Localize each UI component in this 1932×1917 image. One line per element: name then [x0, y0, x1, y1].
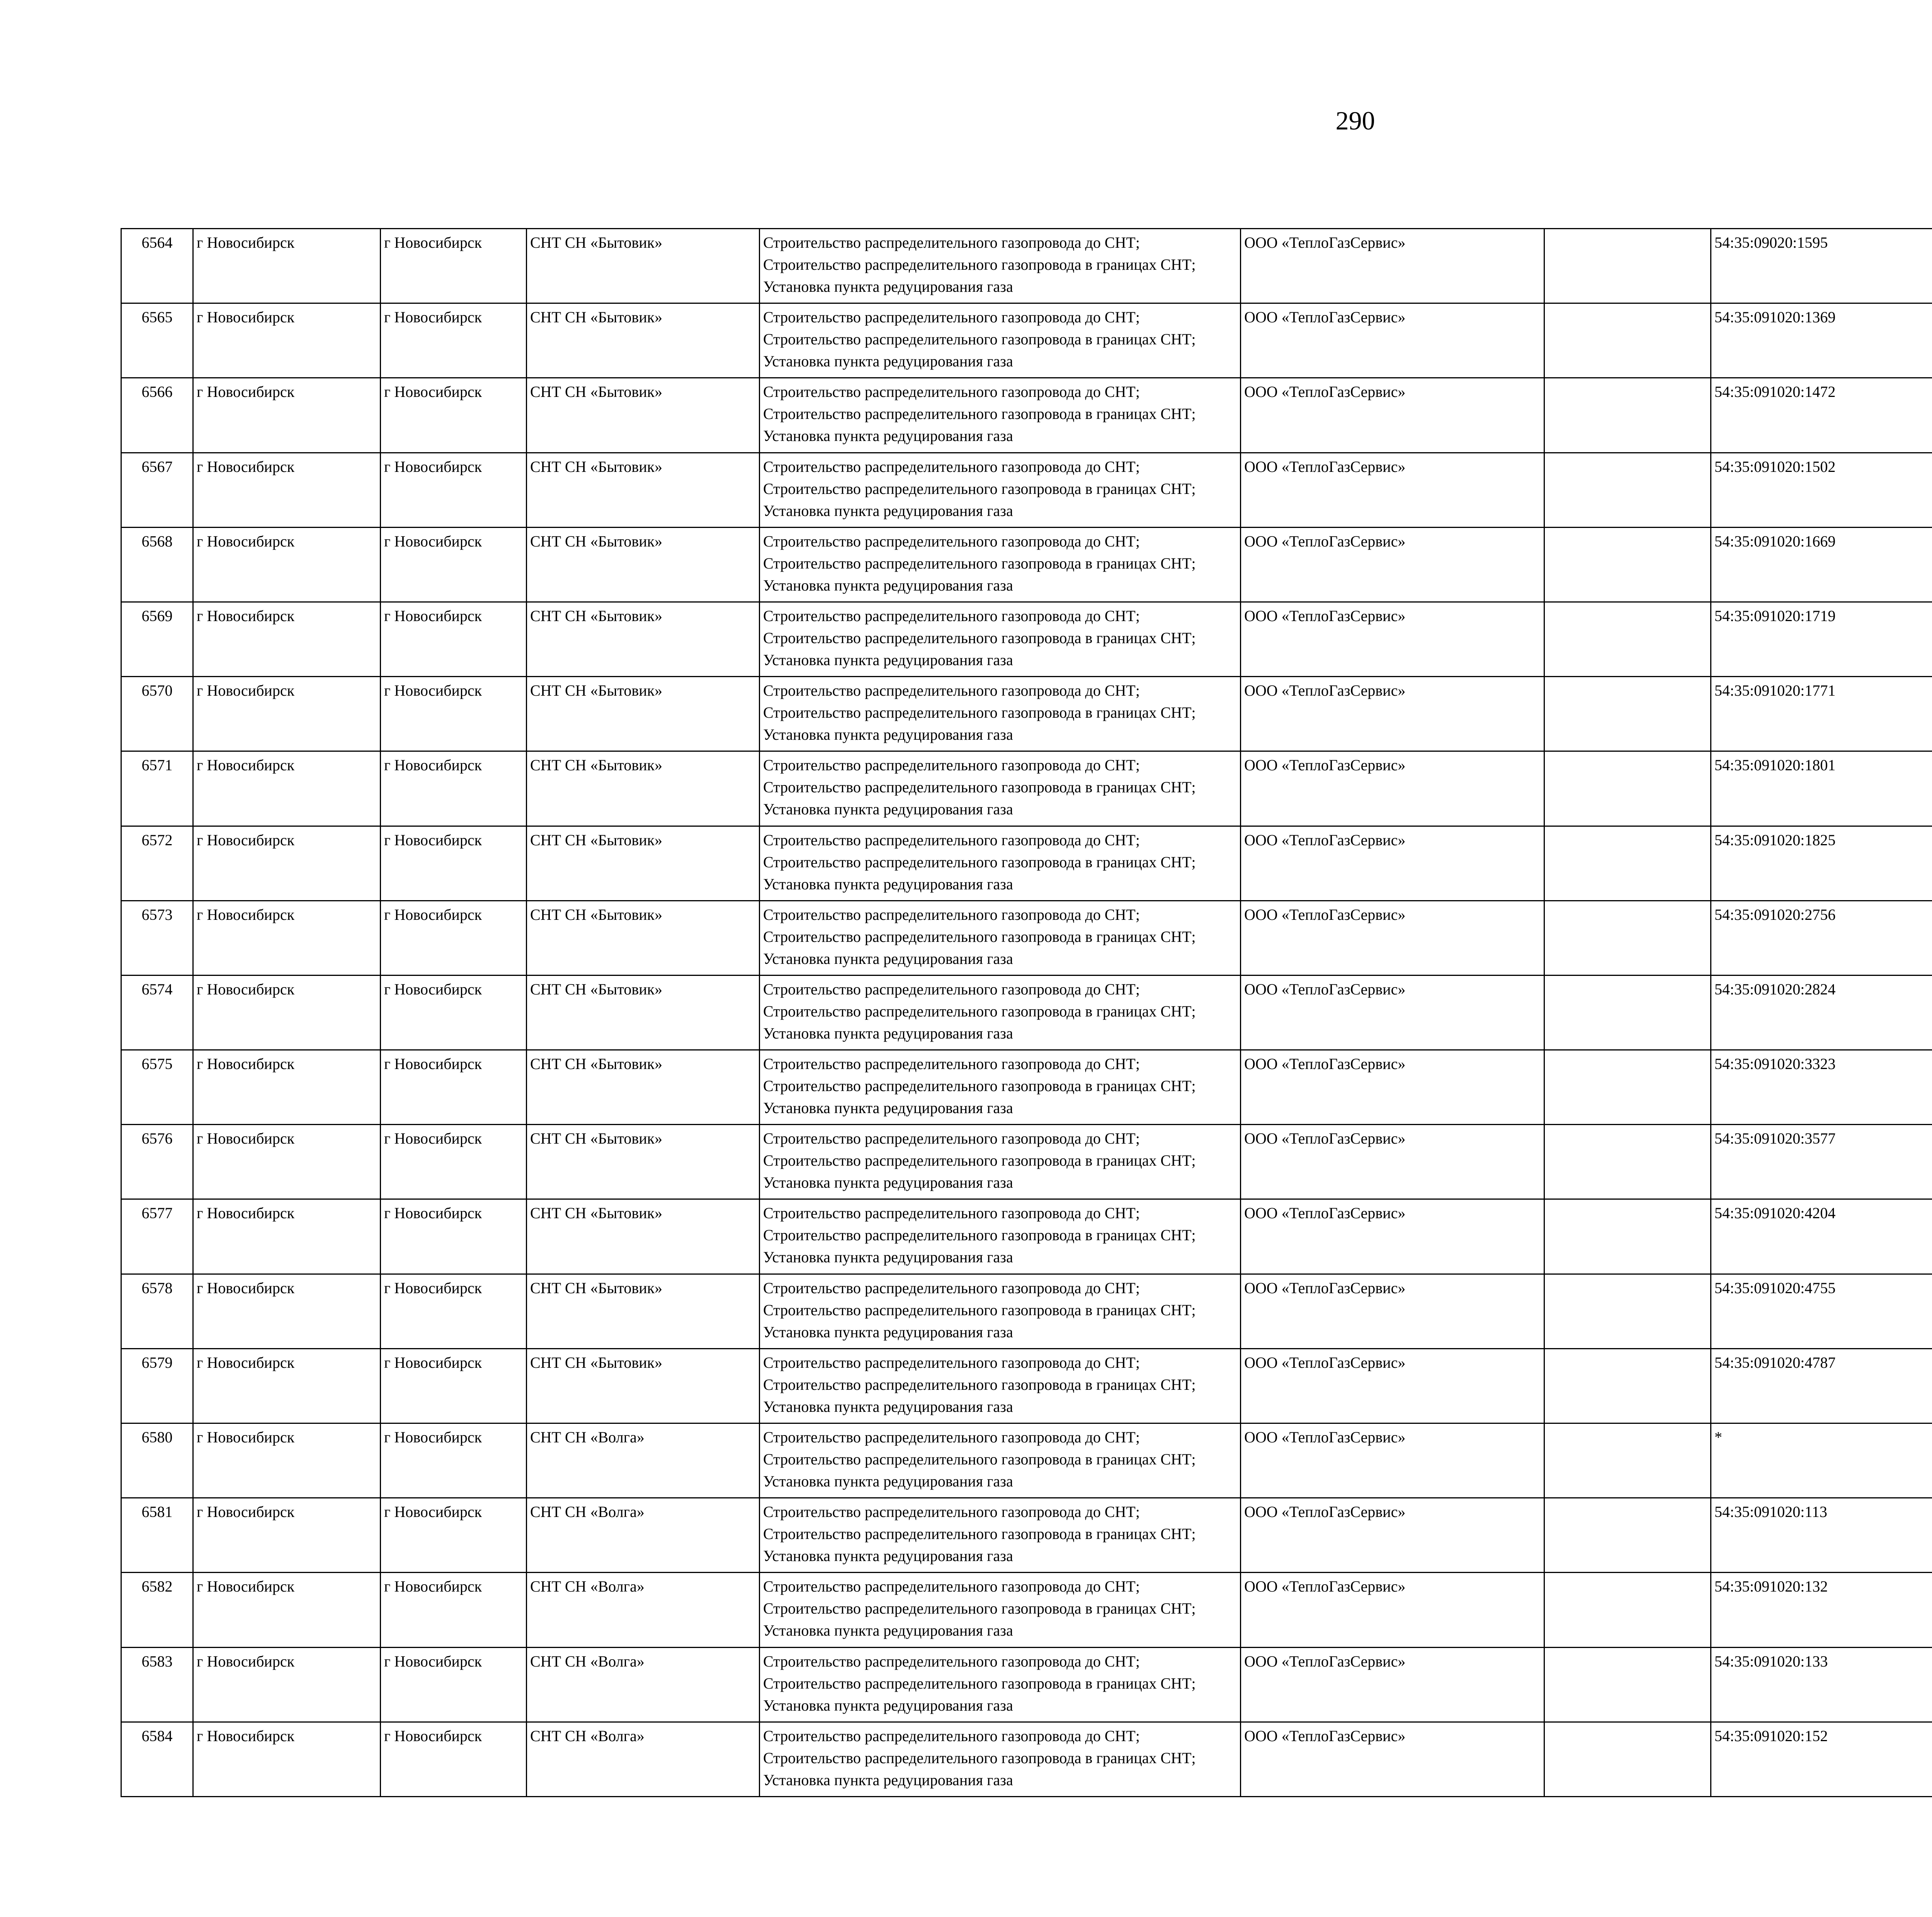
cadastral-number-cell: 54:35:091020:1771: [1711, 677, 1932, 751]
table-row: [121, 303, 1932, 378]
object-name-cell: СНТ СН «Волга»: [527, 1722, 760, 1796]
operator-cell: ООО «ТеплоГазСервис»: [1241, 1498, 1544, 1573]
table-row: [121, 1423, 1932, 1498]
row-number-cell: 6572: [121, 826, 193, 901]
operator-cell: ООО «ТеплоГазСервис»: [1241, 1573, 1544, 1647]
cadastral-number-cell: *: [1711, 1423, 1932, 1498]
row-number-cell: 6584: [121, 1722, 193, 1796]
table-row: [121, 677, 1932, 751]
locality-cell: г Новосибирск: [381, 1199, 527, 1274]
empty-cell: [1544, 1125, 1711, 1199]
locality-cell: г Новосибирск: [381, 1423, 527, 1498]
table-row: [121, 1274, 1932, 1348]
operator-cell: ООО «ТеплоГазСервис»: [1241, 602, 1544, 676]
locality-cell: г Новосибирск: [381, 527, 527, 602]
table-row: [121, 1050, 1932, 1125]
object-name-cell: СНТ СН «Бытовик»: [527, 1348, 760, 1423]
works-cell: Строительство распределительного газопровода до СНТ; Строительство распределительного газопровода в границах СНТ; Установка пункта редуцирования газа: [760, 1050, 1241, 1125]
empty-cell: [1544, 378, 1711, 453]
operator-cell: ООО «ТеплоГазСервис»: [1241, 1274, 1544, 1348]
locality-cell: г Новосибирск: [381, 901, 527, 975]
object-name-cell: СНТ СН «Волга»: [527, 1647, 760, 1722]
table-row: [121, 1199, 1932, 1274]
region-cell: г Новосибирск: [193, 602, 381, 676]
empty-cell: [1544, 1050, 1711, 1125]
locality-cell: г Новосибирск: [381, 1274, 527, 1348]
empty-cell: [1544, 826, 1711, 901]
empty-cell: [1544, 901, 1711, 975]
empty-cell: [1544, 1423, 1711, 1498]
locality-cell: г Новосибирск: [381, 1498, 527, 1573]
page-number: 290: [1335, 106, 1375, 135]
empty-cell: [1544, 1647, 1711, 1722]
cadastral-number-cell: 54:35:091020:1472: [1711, 378, 1932, 453]
table-row: [121, 1722, 1932, 1796]
region-cell: г Новосибирск: [193, 1573, 381, 1647]
cadastral-number-cell: 54:35:091020:2824: [1711, 975, 1932, 1050]
region-cell: г Новосибирск: [193, 453, 381, 527]
works-cell: Строительство распределительного газопровода до СНТ; Строительство распределительного газопровода в границах СНТ; Установка пункта редуцирования газа: [760, 1647, 1241, 1722]
works-cell: Строительство распределительного газопровода до СНТ; Строительство распределительного газопровода в границах СНТ; Установка пункта редуцирования газа: [760, 901, 1241, 975]
operator-cell: ООО «ТеплоГазСервис»: [1241, 1722, 1544, 1796]
region-cell: г Новосибирск: [193, 378, 381, 453]
cadastral-number-cell: 54:35:091020:4755: [1711, 1274, 1932, 1348]
works-cell: Строительство распределительного газопровода до СНТ; Строительство распределительного газопровода в границах СНТ; Установка пункта редуцирования газа: [760, 1423, 1241, 1498]
locality-cell: г Новосибирск: [381, 303, 527, 378]
table-row: [121, 901, 1932, 975]
region-cell: г Новосибирск: [193, 303, 381, 378]
cadastral-number-cell: 54:35:091020:1669: [1711, 527, 1932, 602]
works-cell: Строительство распределительного газопровода до СНТ; Строительство распределительного газопровода в границах СНТ; Установка пункта редуцирования газа: [760, 303, 1241, 378]
row-number-cell: 6565: [121, 303, 193, 378]
works-cell: Строительство распределительного газопровода до СНТ; Строительство распределительного газопровода в границах СНТ; Установка пункта редуцирования газа: [760, 1348, 1241, 1423]
table-row: [121, 1348, 1932, 1423]
cadastral-number-cell: 54:35:091020:133: [1711, 1647, 1932, 1722]
region-cell: г Новосибирск: [193, 229, 381, 303]
table-row: [121, 527, 1932, 602]
object-name-cell: СНТ СН «Волга»: [527, 1498, 760, 1573]
empty-cell: [1544, 751, 1711, 826]
object-name-cell: СНТ СН «Бытовик»: [527, 1199, 760, 1274]
row-number-cell: 6582: [121, 1573, 193, 1647]
object-name-cell: СНТ СН «Бытовик»: [527, 751, 760, 826]
operator-cell: ООО «ТеплоГазСервис»: [1241, 677, 1544, 751]
object-name-cell: СНТ СН «Бытовик»: [527, 527, 760, 602]
empty-cell: [1544, 1199, 1711, 1274]
empty-cell: [1544, 677, 1711, 751]
row-number-cell: 6571: [121, 751, 193, 826]
works-cell: Строительство распределительного газопровода до СНТ; Строительство распределительного газопровода в границах СНТ; Установка пункта редуцирования газа: [760, 1125, 1241, 1199]
cadastral-number-cell: 54:35:091020:132: [1711, 1573, 1932, 1647]
empty-cell: [1544, 602, 1711, 676]
works-cell: Строительство распределительного газопровода до СНТ; Строительство распределительного газопровода в границах СНТ; Установка пункта редуцирования газа: [760, 826, 1241, 901]
register-body: [121, 229, 1932, 1797]
row-number-cell: 6580: [121, 1423, 193, 1498]
row-number-cell: 6579: [121, 1348, 193, 1423]
locality-cell: г Новосибирск: [381, 975, 527, 1050]
table-row: [121, 602, 1932, 676]
works-cell: Строительство распределительного газопровода до СНТ; Строительство распределительного газопровода в границах СНТ; Установка пункта редуцирования газа: [760, 1274, 1241, 1348]
region-cell: г Новосибирск: [193, 1125, 381, 1199]
cadastral-number-cell: 54:35:091020:1825: [1711, 826, 1932, 901]
row-number-cell: 6583: [121, 1647, 193, 1722]
cadastral-number-cell: 54:35:091020:113: [1711, 1498, 1932, 1573]
empty-cell: [1544, 453, 1711, 527]
object-name-cell: СНТ СН «Бытовик»: [527, 1274, 760, 1348]
row-number-cell: 6566: [121, 378, 193, 453]
row-number-cell: 6573: [121, 901, 193, 975]
table-row: [121, 378, 1932, 453]
cadastral-number-cell: 54:35:091020:2756: [1711, 901, 1932, 975]
empty-cell: [1544, 975, 1711, 1050]
works-cell: Строительство распределительного газопровода до СНТ; Строительство распределительного газопровода в границах СНТ; Установка пункта редуцирования газа: [760, 751, 1241, 826]
operator-cell: ООО «ТеплоГазСервис»: [1241, 751, 1544, 826]
object-name-cell: СНТ СН «Бытовик»: [527, 677, 760, 751]
works-cell: Строительство распределительного газопровода до СНТ; Строительство распределительного газопровода в границах СНТ; Установка пункта редуцирования газа: [760, 1573, 1241, 1647]
locality-cell: г Новосибирск: [381, 602, 527, 676]
table-row: [121, 1573, 1932, 1647]
works-cell: Строительство распределительного газопровода до СНТ; Строительство распределительного газопровода в границах СНТ; Установка пункта редуцирования газа: [760, 527, 1241, 602]
works-cell: Строительство распределительного газопровода до СНТ; Строительство распределительного газопровода в границах СНТ; Установка пункта редуцирования газа: [760, 602, 1241, 676]
row-number-cell: 6581: [121, 1498, 193, 1573]
object-name-cell: СНТ СН «Бытовик»: [527, 1125, 760, 1199]
operator-cell: ООО «ТеплоГазСервис»: [1241, 453, 1544, 527]
cadastral-number-cell: 54:35:091020:3323: [1711, 1050, 1932, 1125]
locality-cell: г Новосибирск: [381, 751, 527, 826]
object-name-cell: СНТ СН «Бытовик»: [527, 1050, 760, 1125]
empty-cell: [1544, 1722, 1711, 1796]
works-cell: Строительство распределительного газопровода до СНТ; Строительство распределительного газопровода в границах СНТ; Установка пункта редуцирования газа: [760, 677, 1241, 751]
object-name-cell: СНТ СН «Бытовик»: [527, 826, 760, 901]
row-number-cell: 6577: [121, 1199, 193, 1274]
locality-cell: г Новосибирск: [381, 1348, 527, 1423]
works-cell: Строительство распределительного газопровода до СНТ; Строительство распределительного газопровода в границах СНТ; Установка пункта редуцирования газа: [760, 975, 1241, 1050]
region-cell: г Новосибирск: [193, 1348, 381, 1423]
row-number-cell: 6567: [121, 453, 193, 527]
cadastral-number-cell: 54:35:091020:1801: [1711, 751, 1932, 826]
cadastral-number-cell: 54:35:091020:1369: [1711, 303, 1932, 378]
region-cell: г Новосибирск: [193, 1274, 381, 1348]
row-number-cell: 6578: [121, 1274, 193, 1348]
operator-cell: ООО «ТеплоГазСервис»: [1241, 527, 1544, 602]
works-cell: Строительство распределительного газопровода до СНТ; Строительство распределительного газопровода в границах СНТ; Установка пункта редуцирования газа: [760, 453, 1241, 527]
object-name-cell: СНТ СН «Волга»: [527, 1423, 760, 1498]
operator-cell: ООО «ТеплоГазСервис»: [1241, 1423, 1544, 1498]
locality-cell: г Новосибирск: [381, 826, 527, 901]
cadastral-number-cell: 54:35:091020:4204: [1711, 1199, 1932, 1274]
row-number-cell: 6574: [121, 975, 193, 1050]
region-cell: г Новосибирск: [193, 826, 381, 901]
locality-cell: г Новосибирск: [381, 453, 527, 527]
empty-cell: [1544, 1498, 1711, 1573]
works-cell: Строительство распределительного газопровода до СНТ; Строительство распределительного газопровода в границах СНТ; Установка пункта редуцирования газа: [760, 378, 1241, 453]
works-cell: Строительство распределительного газопровода до СНТ; Строительство распределительного газопровода в границах СНТ; Установка пункта редуцирования газа: [760, 229, 1241, 303]
region-cell: г Новосибирск: [193, 1498, 381, 1573]
works-cell: Строительство распределительного газопровода до СНТ; Строительство распределительного газопровода в границах СНТ; Установка пункта редуцирования газа: [760, 1199, 1241, 1274]
region-cell: г Новосибирск: [193, 1050, 381, 1125]
table-row: [121, 1125, 1932, 1199]
operator-cell: ООО «ТеплоГазСервис»: [1241, 378, 1544, 453]
operator-cell: ООО «ТеплоГазСервис»: [1241, 1647, 1544, 1722]
locality-cell: г Новосибирск: [381, 1050, 527, 1125]
region-cell: г Новосибирск: [193, 975, 381, 1050]
empty-cell: [1544, 527, 1711, 602]
operator-cell: ООО «ТеплоГазСервис»: [1241, 303, 1544, 378]
empty-cell: [1544, 303, 1711, 378]
table-row: [121, 229, 1932, 303]
row-number-cell: 6576: [121, 1125, 193, 1199]
table-row: [121, 1498, 1932, 1573]
region-cell: г Новосибирск: [193, 901, 381, 975]
locality-cell: г Новосибирск: [381, 677, 527, 751]
operator-cell: ООО «ТеплоГазСервис»: [1241, 826, 1544, 901]
object-name-cell: СНТ СН «Бытовик»: [527, 303, 760, 378]
region-cell: г Новосибирск: [193, 677, 381, 751]
table-row: [121, 1647, 1932, 1722]
locality-cell: г Новосибирск: [381, 1722, 527, 1796]
object-name-cell: СНТ СН «Бытовик»: [527, 453, 760, 527]
row-number-cell: 6570: [121, 677, 193, 751]
region-cell: г Новосибирск: [193, 1423, 381, 1498]
region-cell: г Новосибирск: [193, 1199, 381, 1274]
row-number-cell: 6564: [121, 229, 193, 303]
empty-cell: [1544, 1573, 1711, 1647]
region-cell: г Новосибирск: [193, 751, 381, 826]
operator-cell: ООО «ТеплоГазСервис»: [1241, 901, 1544, 975]
object-name-cell: СНТ СН «Бытовик»: [527, 378, 760, 453]
cadastral-number-cell: 54:35:091020:3577: [1711, 1125, 1932, 1199]
object-name-cell: СНТ СН «Волга»: [527, 1573, 760, 1647]
empty-cell: [1544, 229, 1711, 303]
object-name-cell: СНТ СН «Бытовик»: [527, 229, 760, 303]
object-name-cell: СНТ СН «Бытовик»: [527, 975, 760, 1050]
table-row: [121, 751, 1932, 826]
region-cell: г Новосибирск: [193, 1722, 381, 1796]
empty-cell: [1544, 1274, 1711, 1348]
region-cell: г Новосибирск: [193, 1647, 381, 1722]
region-cell: г Новосибирск: [193, 527, 381, 602]
row-number-cell: 6568: [121, 527, 193, 602]
cadastral-number-cell: 54:35:091020:1719: [1711, 602, 1932, 676]
cadastral-number-cell: 54:35:091020:152: [1711, 1722, 1932, 1796]
operator-cell: ООО «ТеплоГазСервис»: [1241, 975, 1544, 1050]
locality-cell: г Новосибирск: [381, 1573, 527, 1647]
operator-cell: ООО «ТеплоГазСервис»: [1241, 1199, 1544, 1274]
register-table: [121, 228, 1932, 1797]
operator-cell: ООО «ТеплоГазСервис»: [1241, 1050, 1544, 1125]
table-row: [121, 453, 1932, 527]
cadastral-number-cell: 54:35:09020:1595: [1711, 229, 1932, 303]
object-name-cell: СНТ СН «Бытовик»: [527, 602, 760, 676]
operator-cell: ООО «ТеплоГазСервис»: [1241, 1348, 1544, 1423]
cadastral-number-cell: 54:35:091020:4787: [1711, 1348, 1932, 1423]
empty-cell: [1544, 1348, 1711, 1423]
locality-cell: г Новосибирск: [381, 1647, 527, 1722]
works-cell: Строительство распределительного газопровода до СНТ; Строительство распределительного газопровода в границах СНТ; Установка пункта редуцирования газа: [760, 1722, 1241, 1796]
locality-cell: г Новосибирск: [381, 229, 527, 303]
row-number-cell: 6575: [121, 1050, 193, 1125]
row-number-cell: 6569: [121, 602, 193, 676]
operator-cell: ООО «ТеплоГазСервис»: [1241, 229, 1544, 303]
table-row: [121, 975, 1932, 1050]
cadastral-number-cell: 54:35:091020:1502: [1711, 453, 1932, 527]
locality-cell: г Новосибирск: [381, 378, 527, 453]
operator-cell: ООО «ТеплоГазСервис»: [1241, 1125, 1544, 1199]
table-row: [121, 826, 1932, 901]
object-name-cell: СНТ СН «Бытовик»: [527, 901, 760, 975]
works-cell: Строительство распределительного газопровода до СНТ; Строительство распределительного газопровода в границах СНТ; Установка пункта редуцирования газа: [760, 1498, 1241, 1573]
locality-cell: г Новосибирск: [381, 1125, 527, 1199]
